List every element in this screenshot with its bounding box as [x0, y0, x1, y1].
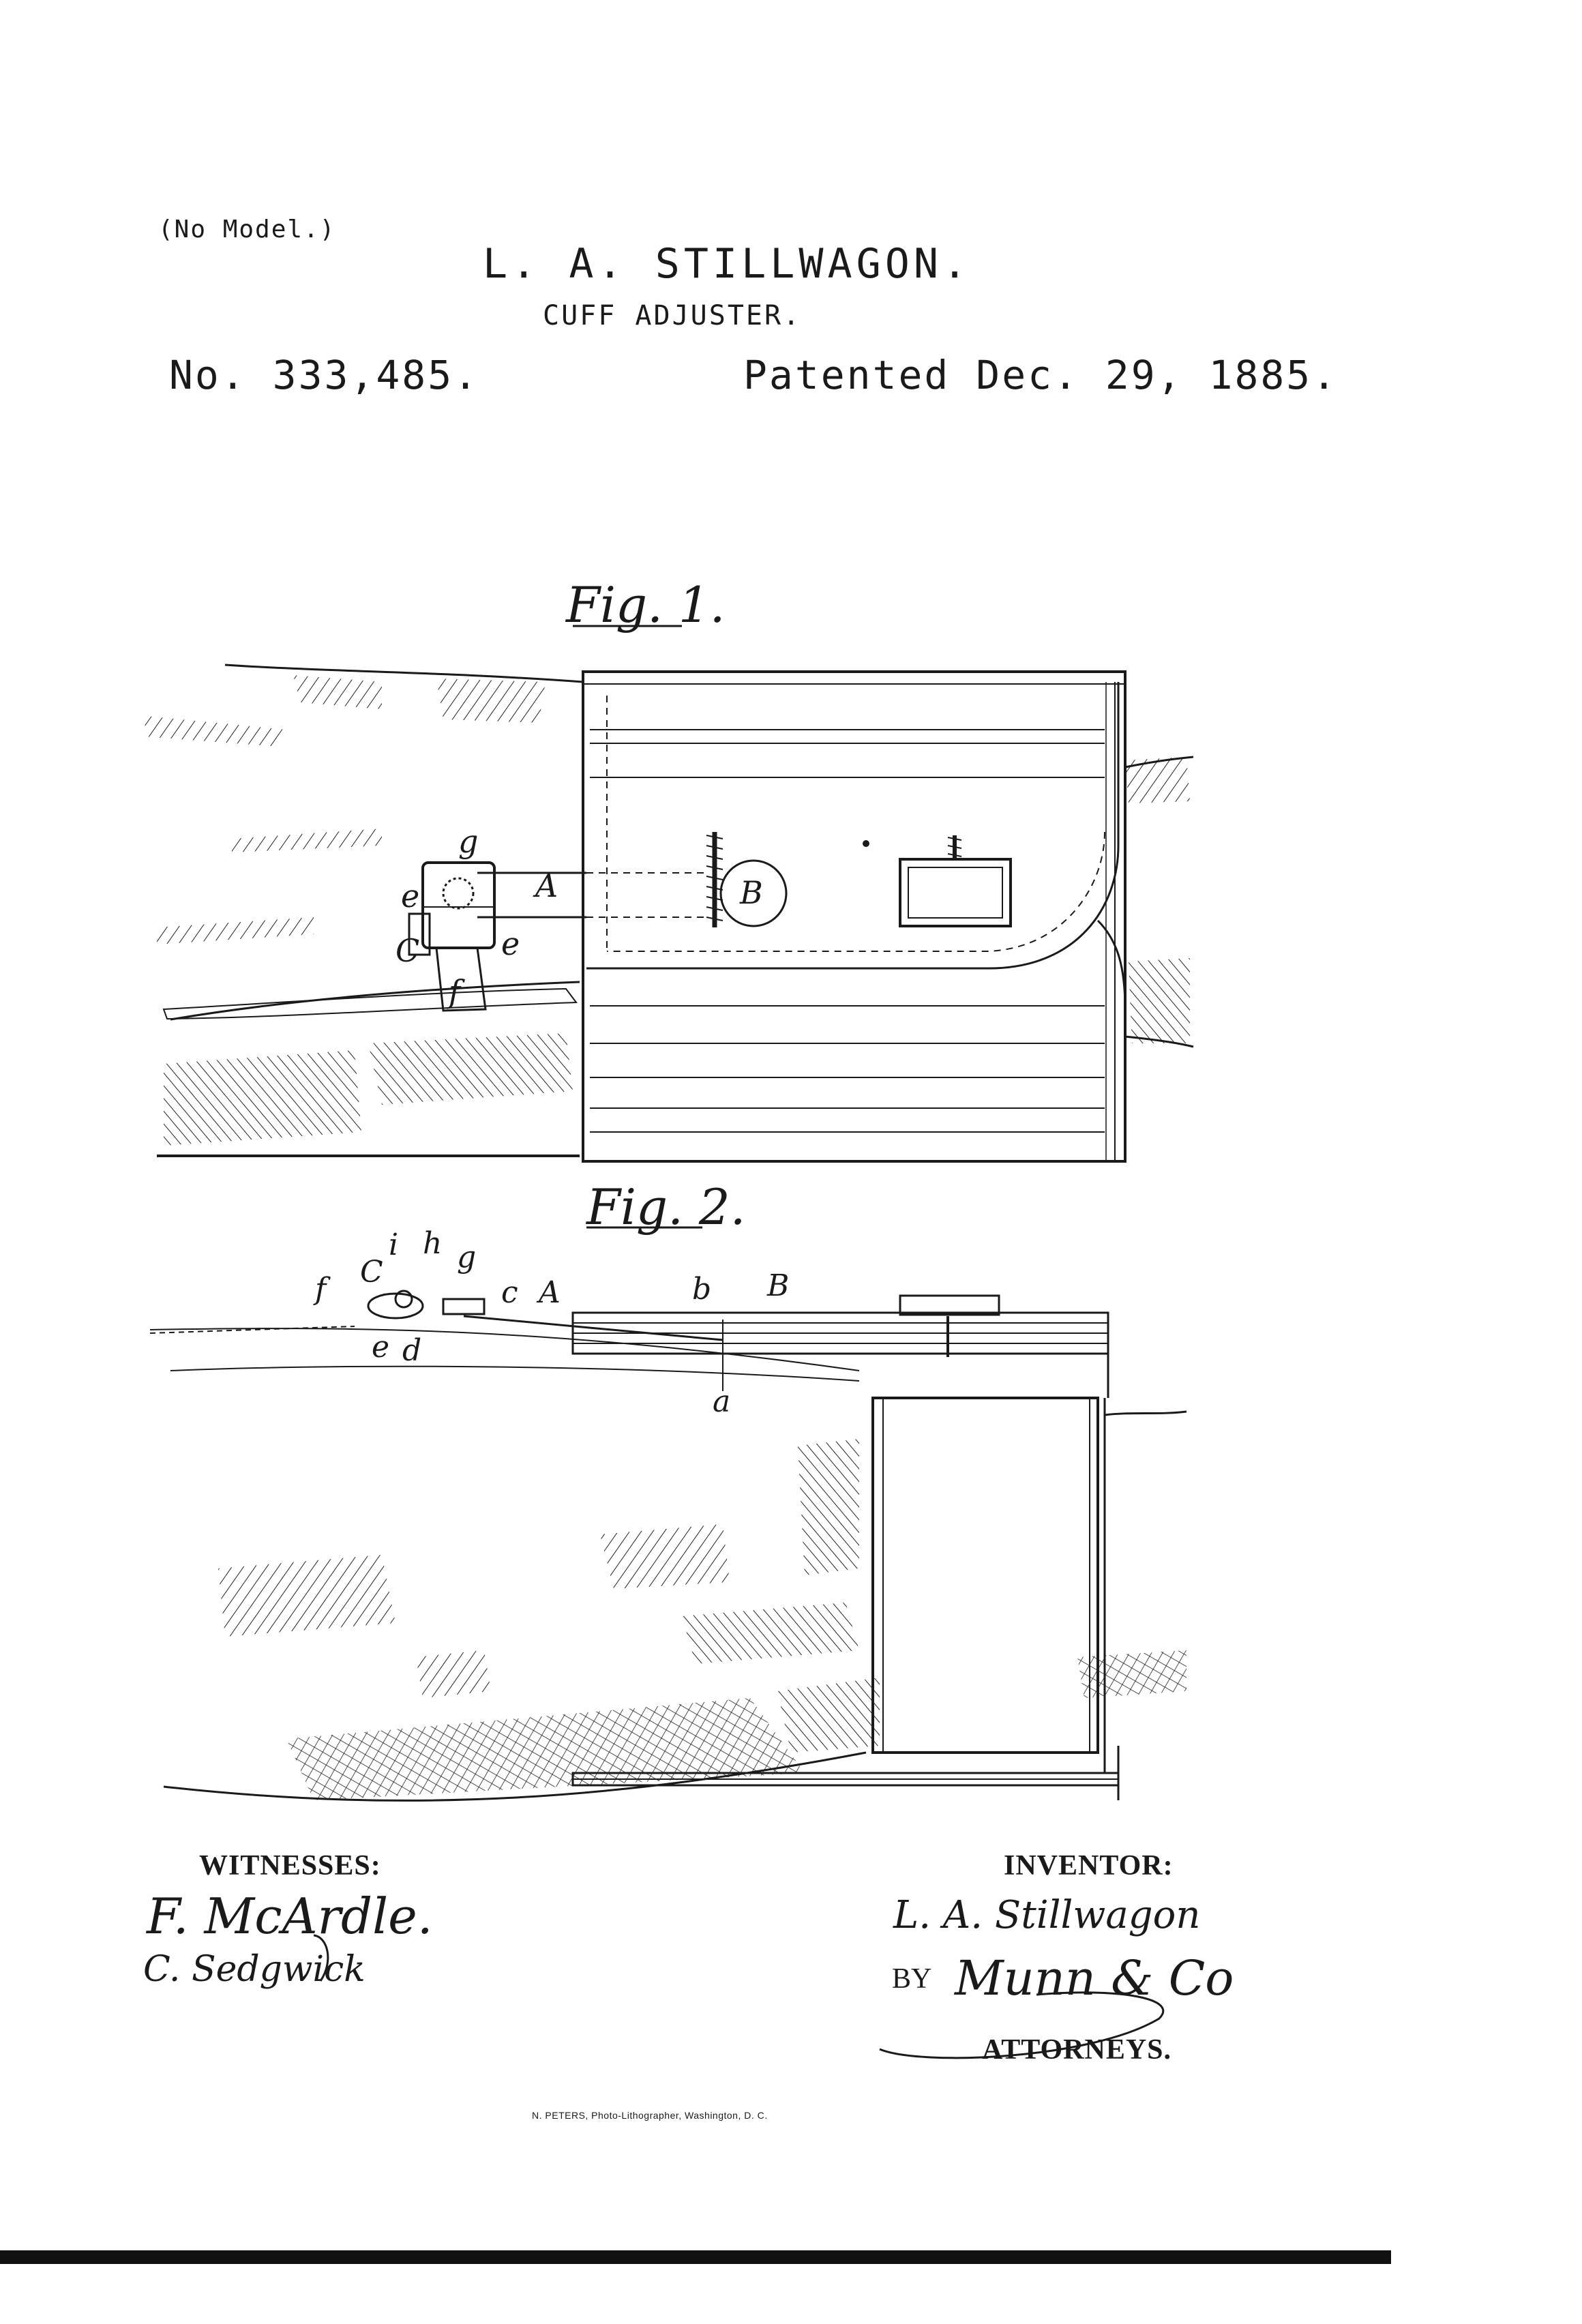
- no-model-note: (No Model.): [158, 215, 336, 243]
- fig1-letter-a: A: [535, 867, 558, 904]
- fig2-letter-f: f: [315, 1272, 327, 1307]
- fig1-sleeve-outline: [225, 665, 583, 682]
- fig1-clasp: [423, 863, 494, 948]
- figure-2: [150, 1178, 1186, 1800]
- fig1-buttonhole: [900, 859, 1011, 926]
- fig1-letter-g: g: [458, 823, 479, 860]
- witnesses-label: WITNESSES:: [199, 1850, 381, 1881]
- printer-credit: N. PETERS, Photo-Lithographer, Washington, D. C.: [532, 2110, 768, 2121]
- fig2-letter-c: c: [501, 1275, 518, 1310]
- attorney-signature: Munn & Co: [955, 1950, 1234, 2006]
- fig2-letter-b: B: [767, 1268, 790, 1303]
- fig1-letter-c: C: [395, 932, 420, 969]
- witness-signature-2: C. Sedgwick: [143, 1949, 365, 1990]
- inventor-name: L. A. STILLWAGON.: [483, 240, 972, 288]
- fig2-label: Fig. 2.: [586, 1178, 746, 1236]
- fig1-letter-f: f: [449, 973, 461, 1010]
- fig2-letter-h: h: [423, 1226, 443, 1261]
- invention-title: CUFF ADJUSTER.: [543, 300, 802, 331]
- fig2-letter-a-lower: a: [713, 1384, 731, 1419]
- fig1-letter-e1: e: [401, 878, 420, 914]
- fig2-lower-cuff: [873, 1398, 1098, 1753]
- patent-number: No. 333,485.: [169, 352, 480, 398]
- fig2-letter-g: g: [457, 1240, 477, 1275]
- inventor-signature: L. A. Stillwagon: [893, 1893, 1201, 1937]
- figure-1: [143, 576, 1193, 1161]
- inventor-label: INVENTOR:: [1004, 1850, 1174, 1881]
- by-label: BY: [892, 1963, 932, 1995]
- fig1-letter-b: B: [740, 874, 763, 911]
- patent-date: Patented Dec. 29, 1885.: [743, 352, 1339, 398]
- scan-edge-bar: [0, 2250, 1391, 2264]
- fig2-letter-a: A: [539, 1275, 561, 1310]
- fig2-letter-b-lower: b: [692, 1272, 712, 1307]
- fig1-letter-e2: e: [501, 925, 520, 962]
- witness-signature-1: F. McArdle.: [147, 1888, 433, 1945]
- fig2-letter-d: d: [402, 1333, 422, 1368]
- fig1-label: Fig. 1.: [566, 576, 726, 634]
- fig2-letter-i: i: [389, 1227, 399, 1262]
- fig2-letter-c-upper: C: [360, 1255, 383, 1290]
- fig2-letter-e: e: [372, 1330, 390, 1365]
- attorneys-label: ATTORNEYS.: [982, 2034, 1172, 2066]
